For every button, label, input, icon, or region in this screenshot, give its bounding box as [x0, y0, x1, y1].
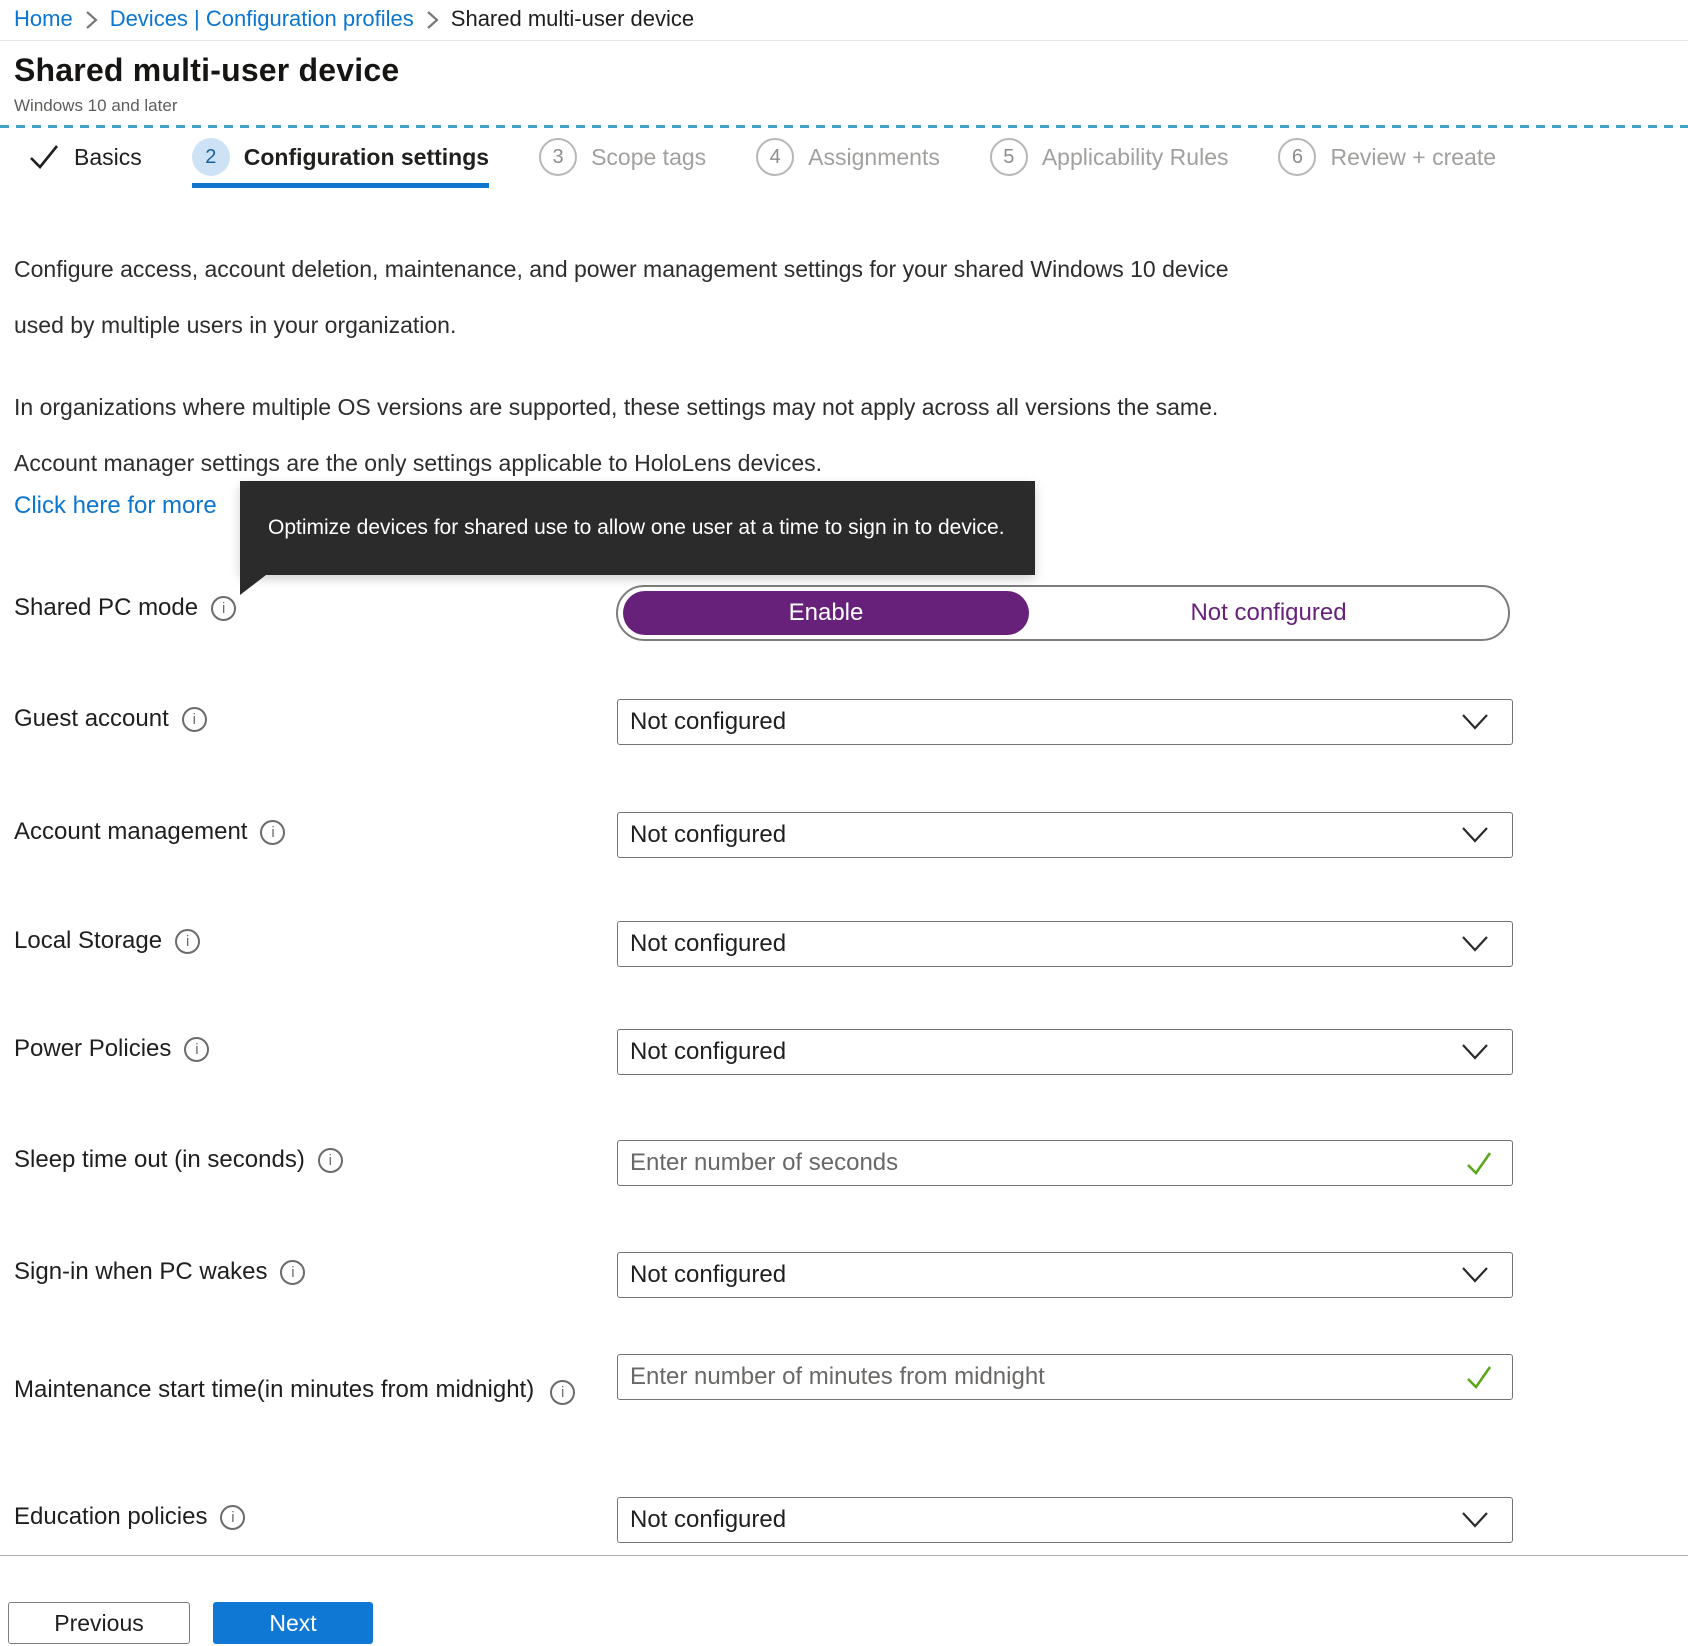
account-management-label	[14, 818, 285, 846]
step-label: Basics	[74, 143, 142, 170]
breadcrumb-separator-icon	[426, 9, 439, 31]
intro-paragraph-2: In organizations where multiple OS versions are supported, these settings may not apply across all versions the same. Account manager settings are the only settings applicable to HoloLens devices.	[14, 394, 1219, 476]
step-label: Assignments	[808, 143, 940, 170]
selected-value: Not configured	[630, 821, 787, 848]
sleep-time-out-info-icon[interactable]: i	[318, 1148, 343, 1173]
wizard-step-configuration-settings[interactable]	[192, 138, 489, 180]
shared-pc-mode-info-icon[interactable]: i	[211, 596, 236, 621]
shared-pc-mode-label	[14, 594, 236, 622]
account-management-info-icon[interactable]: i	[260, 820, 285, 845]
maintenance-start-time-label	[14, 1370, 575, 1405]
local-storage-info-icon[interactable]: i	[175, 929, 200, 954]
breadcrumb-divider	[0, 40, 1688, 41]
breadcrumb-separator-icon	[85, 9, 98, 31]
wizard-step-review-create[interactable]	[1278, 138, 1496, 180]
power-policies-label	[14, 1035, 209, 1063]
chevron-down-icon	[1460, 824, 1490, 846]
step-number-badge: 3	[539, 138, 577, 176]
wizard-step-basics[interactable]	[28, 142, 142, 176]
sign-in-when-pc-wakes-info-icon[interactable]: i	[280, 1260, 305, 1285]
wizard-step-scope-tags[interactable]	[539, 138, 706, 180]
power-policies-dropdown[interactable]	[617, 1029, 1513, 1075]
active-tab-underline	[192, 183, 489, 188]
more-info-link[interactable]: Click here for more	[14, 492, 217, 519]
breadcrumb-current-page: Shared multi-user device	[450, 6, 695, 31]
shared-pc-mode-toggle	[616, 585, 1510, 641]
chevron-down-icon	[1460, 1264, 1490, 1286]
section-divider	[0, 1555, 1688, 1556]
step-number-badge: 2	[192, 138, 230, 176]
breadcrumb-link-home[interactable]: Home	[14, 6, 73, 31]
power-policies-info-icon[interactable]: i	[184, 1037, 209, 1062]
step-number-badge: 4	[756, 138, 794, 176]
selected-value: Not configured	[630, 1038, 787, 1065]
tooltip-text: Optimize devices for shared use to allow one user at a time to sign in to device.	[268, 516, 1005, 539]
step-label: Review + create	[1330, 143, 1497, 170]
wizard-step-assignments[interactable]	[756, 138, 940, 180]
education-policies-label	[14, 1503, 245, 1531]
wizard-step-applicability-rules[interactable]	[990, 138, 1229, 180]
setting-label-text: Maintenance start time(in minutes from midnight)	[14, 1376, 535, 1403]
selected-value: Not configured	[630, 1506, 787, 1533]
chevron-down-icon	[1460, 1509, 1490, 1531]
input-placeholder: Enter number of minutes from midnight	[630, 1363, 1045, 1390]
input-placeholder: Enter number of seconds	[630, 1149, 899, 1176]
setting-label-text: Account management	[14, 818, 248, 845]
page-subtitle: Windows 10 and later	[14, 96, 178, 115]
chevron-down-icon	[1460, 933, 1490, 955]
shared-pc-mode-option-not-configured[interactable]: Not configured	[1190, 599, 1347, 626]
education-policies-info-icon[interactable]: i	[220, 1505, 245, 1530]
valid-check-icon	[1464, 1149, 1494, 1177]
account-management-dropdown[interactable]	[617, 812, 1513, 858]
step-number-badge: 6	[1278, 138, 1316, 176]
setting-label-text: Education policies	[14, 1503, 208, 1530]
setting-label-text: Sign-in when PC wakes	[14, 1258, 268, 1285]
guest-account-label	[14, 705, 207, 733]
sign-in-when-pc-wakes-label	[14, 1258, 305, 1286]
guest-account-info-icon[interactable]: i	[182, 707, 207, 732]
local-storage-dropdown[interactable]	[617, 921, 1513, 967]
valid-check-icon	[1464, 1363, 1494, 1391]
sleep-time-out-input[interactable]	[617, 1140, 1513, 1186]
setting-label-text: Guest account	[14, 705, 169, 732]
maintenance-start-time-input[interactable]	[617, 1354, 1513, 1400]
previous-button[interactable]: Previous	[8, 1602, 190, 1644]
guest-account-dropdown[interactable]	[617, 699, 1513, 745]
sign-in-when-pc-wakes-dropdown[interactable]	[617, 1252, 1513, 1298]
setting-label-text: Power Policies	[14, 1035, 172, 1062]
sleep-time-out-label	[14, 1146, 343, 1174]
page-title: Shared multi-user device	[14, 52, 400, 88]
wizard-steps	[28, 138, 1496, 180]
dashed-separator	[0, 125, 1688, 128]
breadcrumb-link-configuration-profiles[interactable]: Devices | Configuration profiles	[109, 6, 414, 31]
shared-pc-mode-option-enable[interactable]: Enable	[623, 591, 1029, 635]
chevron-down-icon	[1460, 1041, 1490, 1063]
step-label: Configuration settings	[243, 143, 490, 170]
step-number-badge: 5	[990, 138, 1028, 176]
tooltip	[240, 481, 1035, 575]
selected-value: Not configured	[630, 708, 787, 735]
breadcrumb	[14, 6, 694, 32]
tooltip-pointer	[240, 575, 266, 595]
chevron-down-icon	[1460, 711, 1490, 733]
step-complete-check-icon	[28, 142, 60, 172]
step-label: Applicability Rules	[1041, 143, 1229, 170]
setting-label-text: Local Storage	[14, 927, 163, 954]
selected-value: Not configured	[630, 930, 787, 957]
setting-label-text: Shared PC mode	[14, 594, 199, 621]
local-storage-label	[14, 927, 200, 955]
maintenance-start-time-info-icon[interactable]: i	[550, 1380, 575, 1405]
setting-label-text: Sleep time out (in seconds)	[14, 1146, 305, 1173]
education-policies-dropdown[interactable]	[617, 1497, 1513, 1543]
intro-paragraph-1: Configure access, account deletion, maintenance, and power management settings for your shared Windows 10 device used by multiple users in your organization.	[14, 256, 1229, 338]
step-label: Scope tags	[591, 143, 707, 170]
next-button[interactable]: Next	[213, 1602, 373, 1644]
selected-value: Not configured	[630, 1261, 787, 1288]
